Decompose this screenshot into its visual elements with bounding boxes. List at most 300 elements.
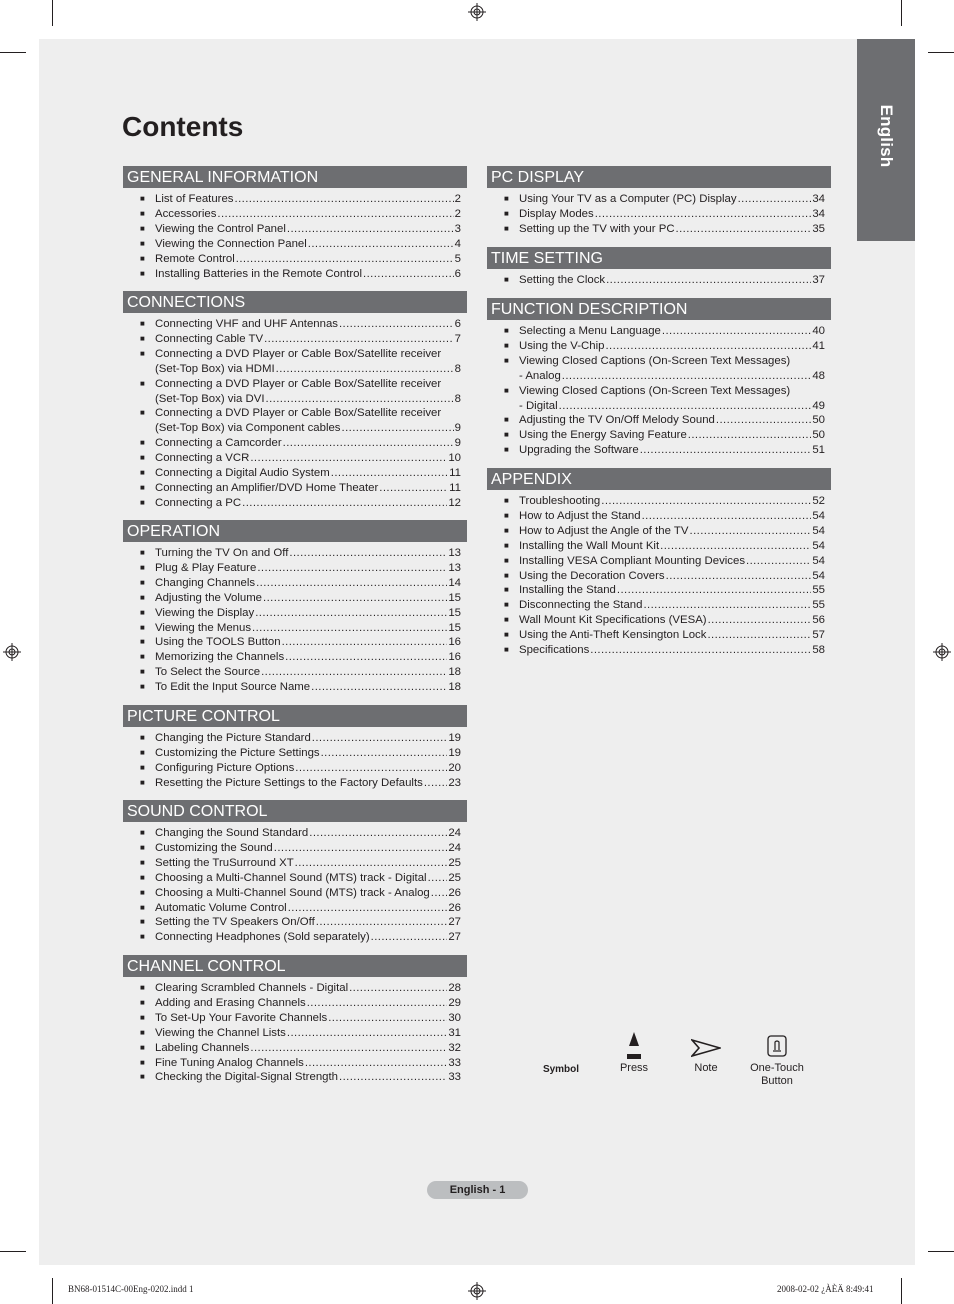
bullet-icon: ■ [140,577,145,587]
entry-title: Remote Control [155,252,235,265]
one-touch-button-icon [766,1032,788,1060]
dot-leader [707,628,811,643]
entry-page-number: 3 [454,222,461,235]
entry-page-number: 54 [812,524,825,537]
toc-entry [487,222,831,237]
entry-title: Changing Channels [155,576,256,589]
entry-page-number: 49 [812,399,825,412]
bullet-icon: ■ [140,378,145,388]
entry-page-number: 34 [812,207,825,220]
entry-title: Connecting a PC [155,496,242,509]
entry-page-number: 54 [812,569,825,582]
one-touch-label-2: Button [761,1075,793,1087]
entry-title: Connecting Cable TV [155,332,264,345]
dot-leader [276,362,454,377]
entry-page-number: 33 [448,1071,461,1084]
bullet-icon: ■ [504,645,509,655]
toc-section [487,468,831,658]
entry-title: Adding and Erasing Channels [155,996,306,1009]
bullet-icon: ■ [140,887,145,897]
section-heading: PC DISPLAY [487,166,831,188]
toc-entry [123,776,467,791]
bullet-icon: ■ [140,777,145,787]
entry-page-number: 19 [448,732,461,744]
entry-page-number: 6 [454,318,461,330]
bullet-icon: ■ [504,340,509,350]
entry-title: Choosing a Multi-Channel Sound (MTS) track - Analog [155,886,430,899]
dot-leader [264,332,454,347]
toc-entry [123,930,467,945]
toc-entry [487,554,831,569]
dot-leader [235,192,454,207]
entry-page-number: 30 [448,1011,461,1024]
dot-leader [328,1011,447,1026]
bullet-icon: ■ [140,1057,145,1067]
entry-title: To Set-Up Your Favorite Channels [155,1011,328,1024]
toc-entry [487,569,831,584]
toc-entry [123,222,467,237]
bullet-icon: ■ [140,319,145,328]
entry-title: Automatic Volume Control [155,901,287,914]
toc-entry [123,856,467,871]
entry-page-number: 24 [448,841,461,854]
dot-leader [349,981,447,996]
toc-entry [123,576,467,591]
dot-leader [305,1056,448,1071]
bullet-icon: ■ [140,983,145,992]
toc-entry [487,273,831,288]
toc-entry [487,428,831,443]
entry-page-number: 41 [812,339,825,352]
entry-page-number: 32 [448,1041,461,1054]
dot-leader [428,871,448,886]
entry-text-line: Viewing Closed Captions (On-Screen Text Messages) [519,384,791,397]
section-heading: GENERAL INFORMATION [123,166,467,188]
entry-text-line: Connecting a DVD Player or Cable Box/Satellite receiver [155,377,442,390]
toc-entry [123,496,467,511]
entry-title: Viewing the Control Panel [155,222,286,235]
entry-title: Installing Batteries in the Remote Control [155,267,363,280]
dot-leader [606,273,811,288]
entry-page-number: 12 [448,496,461,509]
dot-leader [257,561,447,576]
entry-title: Connecting a Digital Audio System [155,467,330,480]
entry-page-number: 58 [812,644,825,657]
entry-title: List of Features [155,193,234,205]
entry-title: Selecting a Menu Language [519,325,661,337]
bullet-icon: ■ [140,842,145,852]
entry-title: Plug & Play Feature [155,561,257,574]
dot-leader [424,776,448,791]
bullet-icon: ■ [140,857,145,867]
entry-page-number: 50 [812,414,825,427]
dot-leader [288,901,448,916]
press-label: Press [619,1062,649,1074]
toc-entry [123,650,467,665]
bullet-icon: ■ [140,408,145,418]
dot-leader [642,509,812,524]
bullet-icon: ■ [504,415,509,425]
entry-title: Using the V-Chip [519,339,605,352]
bullet-icon: ■ [140,333,145,343]
entry-page-number: 51 [812,444,825,457]
entry-title: Resetting the Picture Settings to the Factory Defaults [155,776,423,789]
bullet-icon: ■ [140,562,145,572]
dot-leader [371,930,448,945]
entry-title: Choosing a Multi-Channel Sound (MTS) track - Digital [155,871,427,884]
dot-leader [242,496,447,511]
toc-entry [487,613,831,628]
entry-title: Setting the TruSurround XT [155,856,294,869]
toc-entry [123,665,467,680]
entry-page-number: 2 [454,207,461,220]
entry-title: How to Adjust the Stand [519,509,641,522]
symbol-label: Symbol [542,1064,580,1075]
entry-page-number: 26 [448,901,461,914]
toc-entry [123,451,467,466]
entry-title: Adjusting the TV On/Off Melody Sound [519,414,715,427]
entry-title: Accessories [155,207,217,220]
dot-leader [738,192,812,207]
dot-leader [660,539,811,554]
toc-entry [123,996,467,1011]
toc-entry [123,332,467,347]
toc-entry [123,1011,467,1026]
toc-section [123,166,467,281]
entry-page-number: 16 [448,636,461,649]
entry-page-number: 25 [448,856,461,869]
entry-title: Upgrading the Software [519,444,639,457]
bullet-icon: ■ [504,585,509,595]
print-timestamp: 2008-02-02 ¿ÀÈÄ 8:49:41 [777,1284,874,1294]
entry-page-number: 9 [454,422,461,435]
entry-title: Customizing the Picture Settings [155,746,320,759]
bullet-icon: ■ [140,997,145,1007]
entry-title: Using the TOOLS Button [155,636,281,649]
entry-page-number: 35 [812,222,825,235]
dot-leader [321,746,448,761]
dot-leader [662,324,811,339]
bullet-icon: ■ [140,1027,145,1037]
entry-title: Using the Energy Saving Feature [519,429,687,442]
bullet-icon: ■ [140,1072,145,1082]
toc-entry [123,1026,467,1041]
bullet-icon: ■ [140,438,145,448]
entry-page-number: 29 [448,996,461,1009]
dot-leader [605,339,811,354]
toc-entry [123,826,467,841]
toc-entry [123,561,467,576]
dot-leader [601,494,811,509]
bullet-icon: ■ [504,445,509,455]
entry-page-number: 56 [812,614,825,627]
entry-title: Fine Tuning Analog Channels [155,1056,304,1069]
bullet-icon: ■ [140,637,145,647]
entry-page-number: 2 [454,193,461,205]
note-symbol [675,1032,737,1075]
dot-leader [331,466,448,481]
bullet-icon: ■ [140,194,145,203]
entry-page-number: 11 [449,467,461,480]
toc-entry [123,347,467,377]
entry-page-number: 19 [448,746,461,759]
entry-title: Connecting a VCR [155,452,250,465]
toc-entry [123,886,467,901]
toc-entry [487,339,831,354]
entry-page-number: 55 [812,599,825,612]
entry-page-number: 8 [454,362,461,375]
bullet-icon: ■ [140,1012,145,1022]
toc-entry [123,731,467,746]
entry-title: Wall Mount Kit Specifications (VESA) [519,614,707,627]
bullet-icon: ■ [140,652,145,662]
entry-page-number: 23 [448,776,461,789]
toc-entry [123,466,467,481]
entry-title: Changing the Sound Standard [155,827,309,839]
bullet-icon: ■ [140,468,145,478]
bullet-icon: ■ [140,607,145,617]
entry-page-number: 18 [448,681,461,694]
dot-leader [339,1070,447,1085]
dot-leader [379,481,448,496]
dot-leader [640,443,812,458]
toc-entry [487,384,831,414]
entry-page-number: 16 [448,651,461,664]
dot-leader [690,524,812,539]
page-title: Contents [122,111,244,142]
entry-title: Connecting a Camcorder [155,437,282,450]
dot-leader [562,369,812,384]
crop-mark [52,0,53,26]
bullet-icon: ■ [504,430,509,440]
bullet-icon: ■ [140,592,145,602]
toc-entry [487,324,831,339]
entry-page-number: 15 [448,621,461,634]
bullet-icon: ■ [140,872,145,882]
crop-mark [0,52,26,53]
toc-entry [123,1056,467,1071]
dot-leader [559,399,812,414]
registration-mark-icon [933,643,951,661]
entry-page-number: 37 [812,274,825,286]
dot-leader [316,915,448,930]
toc-entry [123,252,467,267]
entry-page-number: 54 [812,539,825,552]
crop-mark [52,1278,53,1304]
entry-title: To Edit the Input Source Name [155,681,311,694]
dot-leader [342,421,454,436]
entry-text-line: Viewing Closed Captions (On-Screen Text Messages) [519,354,791,367]
dot-leader [274,841,448,856]
toc-entry [123,915,467,930]
bullet-icon: ■ [504,630,509,640]
dot-leader [236,252,454,267]
entry-title: (Set-Top Box) via Component cables [155,422,341,435]
entry-page-number: 8 [454,392,461,405]
page-number-label: English - 1 [427,1181,528,1199]
registration-mark-icon [468,1282,486,1300]
toc-section [487,298,831,458]
dot-leader [746,554,811,569]
entry-title: Connecting VHF and UHF Antennas [155,318,338,330]
toc-entry [123,871,467,886]
entry-page-number: 10 [448,452,461,465]
note-icon [691,1032,721,1060]
toc-entry [123,901,467,916]
bullet-icon: ■ [504,540,509,550]
toc-entry [123,591,467,606]
entry-title: Clearing Scrambled Channels - Digital [155,982,349,994]
crop-mark [901,0,902,26]
press-symbol [603,1032,665,1075]
entry-title: Adjusting the Volume [155,591,263,604]
entry-page-number: 54 [812,554,825,567]
entry-page-number: 33 [448,1056,461,1069]
bullet-icon: ■ [140,622,145,632]
dot-leader [708,613,812,628]
dot-leader [595,207,812,222]
bullet-icon: ■ [504,600,509,610]
toc-entry [487,524,831,539]
bullet-icon: ■ [504,275,509,284]
dot-leader [282,635,448,650]
entry-title: Changing the Picture Standard [155,732,311,744]
toc-entry [487,539,831,554]
section-heading: APPENDIX [487,468,831,490]
bullet-icon: ■ [140,238,145,248]
bullet-icon: ■ [504,194,509,203]
dot-leader [250,1041,447,1056]
toc-section [123,291,467,511]
toc-entry [487,192,831,207]
bullet-icon: ■ [140,733,145,742]
entry-page-number: 15 [448,591,461,604]
entry-page-number: 4 [454,237,461,250]
entry-page-number: 27 [448,916,461,929]
entry-title: Specifications [519,644,590,657]
toc-entry [123,237,467,252]
toc-entry [123,546,467,561]
entry-title: Using the Decoration Covers [519,569,665,582]
entry-title: Memorizing the Channels [155,651,285,664]
toc-entry [123,1070,467,1085]
toc-entry [487,583,831,598]
toc-entry [123,317,467,332]
bullet-icon: ■ [504,223,509,233]
entry-page-number: 55 [812,584,825,597]
bullet-icon: ■ [140,932,145,942]
entry-title: Viewing the Display [155,606,255,619]
toc-entry [123,761,467,776]
file-slug: BN68-01514C-00Eng-0202.indd 1 [68,1284,194,1294]
dot-leader [431,886,448,901]
dot-leader [217,207,453,222]
toc-entry [487,207,831,222]
entry-page-number: 25 [448,871,461,884]
dot-leader [255,606,447,621]
entry-title: Connecting Headphones (Sold separately) [155,931,370,944]
toc-entry [123,746,467,761]
dot-leader [312,731,448,746]
one-touch-symbol [745,1032,809,1088]
toc-entry [487,598,831,613]
toc-section [123,800,467,945]
entry-title: Viewing the Channel Lists [155,1026,286,1039]
toc-entry [123,981,467,996]
toc-entry [487,413,831,428]
entry-page-number: 13 [448,547,461,559]
dot-leader [283,436,454,451]
dot-leader [285,650,447,665]
toc-entry [123,1041,467,1056]
dot-leader [308,237,454,252]
toc-entry [123,436,467,451]
dot-leader [676,222,812,237]
dot-leader [363,267,454,282]
entry-page-number: 13 [448,561,461,574]
bullet-icon: ■ [140,667,145,677]
entry-page-number: 27 [448,931,461,944]
entry-page-number: 57 [812,629,825,642]
bullet-icon: ■ [140,497,145,507]
entry-text-line: Connecting a DVD Player or Cable Box/Satellite receiver [155,407,442,420]
toc-entry [487,443,831,458]
entry-title: Installing the Stand [519,584,616,597]
toc-entry [487,643,831,658]
dot-leader [263,591,447,606]
entry-page-number: 7 [454,332,461,345]
registration-mark-icon [3,643,21,661]
entry-page-number: 26 [448,886,461,899]
dot-leader [666,569,812,584]
crop-mark [928,52,954,53]
toc-section [123,955,467,1085]
bullet-icon: ■ [140,348,145,358]
toc-entry [123,192,467,207]
toc-section [123,705,467,791]
bullet-icon: ■ [140,548,145,557]
entry-title: - Analog [519,369,561,382]
bullet-icon: ■ [504,496,509,505]
bullet-icon: ■ [504,385,509,395]
toc-entry [123,680,467,695]
entry-title: Setting the TV Speakers On/Off [155,916,315,929]
entry-page-number: 20 [448,761,461,774]
dot-leader [250,451,447,466]
entry-title: Troubleshooting [519,495,601,507]
dot-leader [252,621,447,636]
toc-section [487,247,831,288]
entry-page-number: 24 [448,827,461,839]
dot-leader [311,680,447,695]
entry-page-number: 5 [454,252,461,265]
symbol-legend [525,1032,825,1092]
toc-entry [487,494,831,509]
section-heading: CONNECTIONS [123,291,467,313]
entry-title: To Select the Source [155,666,261,679]
bullet-icon: ■ [140,223,145,233]
dot-leader [307,996,448,1011]
note-label: Note [694,1062,718,1074]
entry-page-number: 40 [812,325,825,337]
entry-text-line: Connecting a DVD Player or Cable Box/Satellite receiver [155,347,442,360]
dot-leader [256,576,447,591]
toc-entry [123,635,467,650]
bullet-icon: ■ [140,208,145,218]
dot-leader [590,643,811,658]
bullet-icon: ■ [140,762,145,772]
bullet-icon: ■ [504,208,509,218]
